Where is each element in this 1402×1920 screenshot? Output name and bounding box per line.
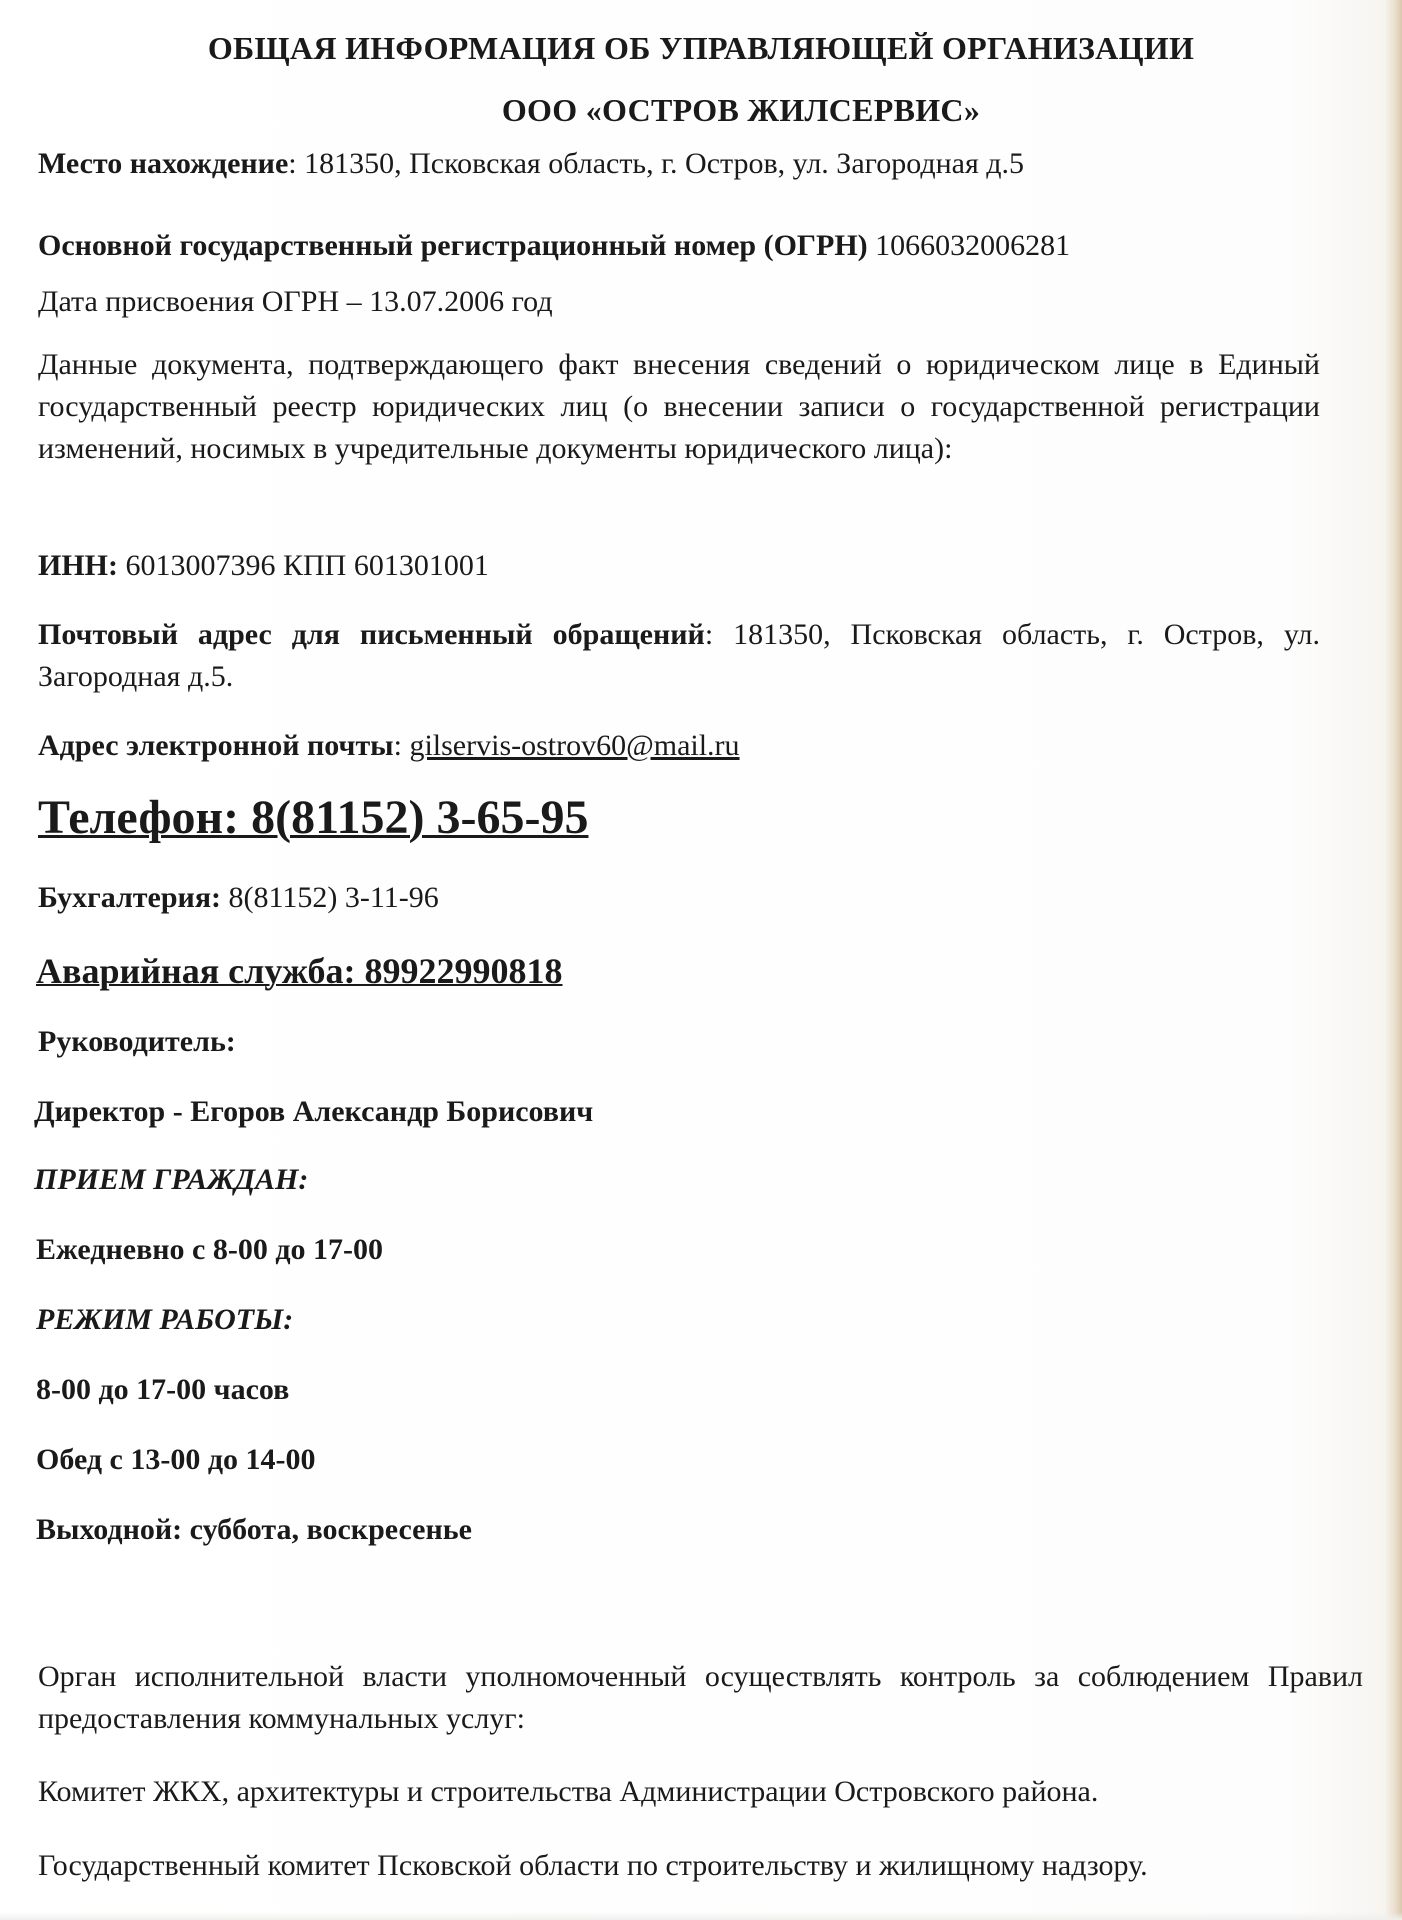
accounting-value: 8(81152) 3-11-96 <box>221 881 439 914</box>
schedule-heading: РЕЖИМ РАБОТЫ: <box>36 1303 294 1336</box>
location-value: : 181350, Псковская область, г. Остров, ул. Загородная д.5 <box>288 147 1025 180</box>
authority-1: Комитет ЖКХ, архитектуры и строительства Администрации Островского района. <box>38 1775 1099 1808</box>
reception-heading: ПРИЕМ ГРАЖДАН: <box>34 1163 309 1196</box>
head-label: Руководитель: <box>38 1025 236 1058</box>
email-row <box>38 728 740 764</box>
inn-row <box>38 548 489 584</box>
director-name: Директор - Егоров Александр Борисович <box>34 1095 594 1128</box>
work-hours: 8-00 до 17-00 часов <box>36 1373 290 1406</box>
email-link[interactable]: gilservis-ostrov60@mail.ru <box>409 729 740 762</box>
email-separator: : <box>393 729 410 762</box>
ogrn-value: 1066032006281 <box>867 229 1071 262</box>
authority-2: Государственный комитет Псковской области по строительству и жилищному надзору. <box>38 1849 1148 1882</box>
main-phone: Телефон: 8(81152) 3-65-95 <box>38 791 589 844</box>
paper-bottom-shadow <box>0 1912 1402 1920</box>
authority-intro: Орган исполнительной власти уполномоченный осуществлять контроль за соблюдением Правил предоставления коммунальных услуг: <box>38 1660 1363 1735</box>
reception-hours: Ежедневно с 8-00 до 17-00 <box>36 1233 384 1266</box>
postal-value: : 181350, Псковская область, г. Остров, ул. Загородная д.5. <box>38 618 1320 693</box>
accounting-row <box>38 880 439 916</box>
document-title: ОБЩАЯ ИНФОРМАЦИЯ ОБ УПРАВЛЯЮЩЕЙ ОРГАНИЗАЦИИ <box>207 30 1195 66</box>
inn-value: 6013007396 КПП 601301001 <box>118 549 489 582</box>
days-off: Выходной: суббота, воскресенье <box>36 1513 472 1546</box>
egrul-paragraph: Данные документа, подтверждающего факт внесения сведений о юридическом лице в Единый государственный реестр юридических лиц (о внесении записи о государственной регистрации изменений, носимых в учредительные документы юридического лица): <box>38 348 1320 465</box>
ogrn-date: Дата присвоения ОГРН – 13.07.2006 год <box>38 285 553 318</box>
lunch-hours: Обед с 13-00 до 14-00 <box>36 1443 316 1476</box>
inn-label: ИНН: <box>38 549 118 582</box>
postal-address-paragraph <box>38 614 1320 698</box>
organization-name: ООО «ОСТРОВ ЖИЛСЕРВИС» <box>501 92 981 128</box>
email-label: Адрес электронной почты <box>38 729 394 762</box>
emergency-service: Аварийная служба: 89922990818 <box>36 951 563 991</box>
location-row <box>38 146 1024 182</box>
postal-label: Почтовый адрес для письменный обращений <box>38 618 705 651</box>
ogrn-row <box>38 228 1070 264</box>
location-label: Место нахождение <box>38 147 289 180</box>
accounting-label: Бухгалтерия: <box>38 881 222 914</box>
ogrn-label: Основной государственный регистрационный номер (ОГРН) <box>38 229 868 262</box>
paper-edge-shadow <box>1384 0 1402 1920</box>
